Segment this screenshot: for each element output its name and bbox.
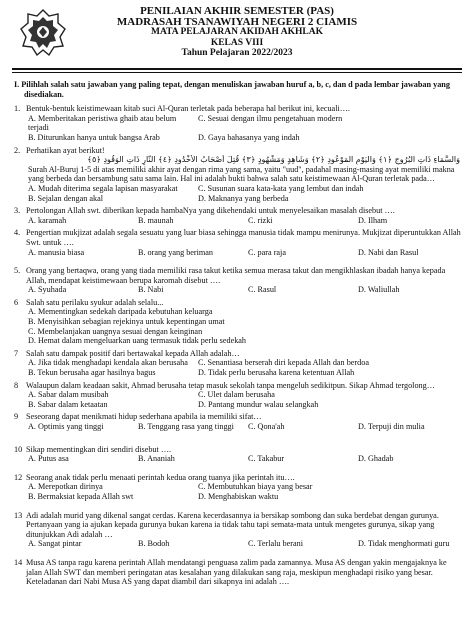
question-5: 5. Orang yang bertaqwa, orang yang tiada memiliki rasa takut ketika semua merasa takut dan mengikhlaskan ibadah hanya kepada Allah, mendapat keistimewaan berupa karomah disebut …. <box>14 266 446 285</box>
option-b: B. maunah <box>138 215 174 225</box>
option-a: A. Memberitakan peristiwa ghaib atau belum terjadi <box>28 113 177 133</box>
option-c: C. Qona'ah <box>248 422 285 431</box>
class-name: KELAS VIII <box>210 37 264 48</box>
option-d: D. Tidak menghormati guru <box>358 539 450 549</box>
option-d: D. Tidak perlu berusaha karena ketentuan Allah <box>198 368 355 378</box>
exam-title: PENILAIAN AKHIR SEMESTER (PAS) <box>140 5 334 17</box>
option-c: C. Ulet dalam berusaha <box>198 390 275 400</box>
option-c: C. Terlalu berani <box>248 539 303 549</box>
option-b: B. Menyisihkan sebagian rejekinya untuk kepentingan umat <box>28 317 225 327</box>
option-a: A. Mementingkan sedekah daripada kebutuhan keluarga <box>28 307 213 317</box>
option-d: D. Ghadab <box>358 454 394 464</box>
option-b: B. Tekun berusaha agar hasilnya bagus <box>28 368 156 378</box>
options-12 <box>14 482 462 501</box>
option-d: D. Pantang mundur walau selangkah <box>198 399 319 409</box>
options-9 <box>14 422 462 432</box>
option-b: B. Bermaksiat kepada Allah swt <box>28 491 134 501</box>
options-10 <box>14 454 462 464</box>
question-7: 7 Salah satu dampak positif dari bertawakal kepada Allah adalah… <box>14 348 240 358</box>
option-c: C. Takabur <box>248 454 285 464</box>
option-d: D. Ilham <box>358 215 388 225</box>
question-14: 14 Musa AS tanpa ragu karena perintah Allah mendatangi penguasa zalim pada zamannya. Musa AS dengan yakin mengajaknya ke jalan Allah SWT dan memberi peringatan atas kesalahan yang dilakukan sang raja, meskipun menghadapi risiko yang besar. Keteladanan dari Nabi Musa AS yang dapat diambil dari sikapnya ini adalah …. <box>14 557 447 587</box>
option-c: C. Sesuai dengan ilmu pengetahuan modern <box>198 113 343 123</box>
arabic-verse: وَالسَّمَاءِ ذَاتِ الْبُرُوجِ ﴿١﴾ وَالْيَوْمِ الْمَوْعُودِ ﴿٢﴾ وَشَاهِدٍ وَمَشْهُودٍ ﴿٣﴾ قُتِلَ أَصْحَابُ الْأُخْدُودِ ﴿٤﴾ النَّارِ ذَاتِ الْوَقُودِ ﴿٥﴾ <box>87 155 460 165</box>
academic-year: Tahun Pelajaran 2022/2023 <box>181 48 293 58</box>
question-2-passage: Surah Al-Buruj 1-5 di atas memiliki akhir ayat dengan rima yang sama, yaitu "uud", padahal masing-masing ayat memiliki makna yang berbeda dan bersambung satu sama lain. Hal ini adalah bukti bahwa salah satu keistimewaan Al-Quran terletak pada… <box>28 164 455 184</box>
option-d: D. Gaya bahasanya yang indah <box>198 132 300 142</box>
option-d: D. Nabi dan Rasul <box>358 247 419 257</box>
option-c: C. Membelanjakan uangnya sesuai dengan keinginan <box>28 326 203 336</box>
options-13 <box>14 539 462 549</box>
question-6: 6 Salah satu perilaku syukur adalah selalu... <box>14 297 164 307</box>
option-c: C. para raja <box>248 247 286 257</box>
options-8 <box>14 390 462 409</box>
question-list <box>14 80 462 587</box>
question-9: 9 Seseorang dapat menikmati hidup sederhana apabila ia memiliki sifat… <box>14 412 262 422</box>
option-d: D. Maknanya yang berbeda <box>198 193 289 203</box>
school-name: MADRASAH TSANAWIYAH NEGERI 2 CIAMIS <box>116 15 358 28</box>
option-d: D. Waliullah <box>358 285 400 295</box>
option-b: B. Ananiah <box>138 454 175 464</box>
option-a: A. Optimis yang tinggi <box>28 422 104 431</box>
option-a: A. Syuhada <box>28 285 67 295</box>
header-divider-thin <box>12 72 462 73</box>
option-b: B. orang yang beriman <box>138 247 214 257</box>
question-12: 12 Seorang anak tidak perlu menaati perintah kedua orang tuanya jika perintah itu…. <box>14 472 295 482</box>
option-a: A. Mudah diterima segala lapisan masyarakat <box>28 183 178 193</box>
option-a: A. Sabar dalam musibah <box>28 390 109 400</box>
option-c: C. Rasul <box>248 285 277 295</box>
option-b: B. Bodoh <box>138 539 170 549</box>
question-1: 1. Bentuk-bentuk keistimewaan kitab suci Al-Quran terletak pada beberapa hal berikut ini, kecuali…. <box>14 104 350 114</box>
question-13: 13 Adi adalah murid yang dikenal sangat cerdas. Karena kecerdasannya ia bersikap sombong dan suka berdebat dengan gurunya. Pertanyaan yang ia ajukan kepada gurunya bukan karena ia tidak tahu tapi semata-mata untuk mengetes gurunya, sikap yang ditunjukkan Adi adalah … <box>14 510 439 539</box>
option-d: D. Terpuji din mulia <box>358 422 425 431</box>
option-b: B. Nabi <box>138 285 164 295</box>
option-a: A. Jika tidak menghadapi kendala akan berusaha <box>28 358 188 368</box>
question-4: 4. Pengertian mukjizat adalah segala sesuatu yang luar biasa sehingga manusia tidak mampu menirunya. Mukjizat diperuntukkan Allah Swt. untuk …. <box>14 228 461 247</box>
option-d: D. Hemat dalam mengeluarkan uang termasuk tidak perlu sedekah <box>28 336 247 346</box>
option-b: B. Tenggang rasa yang tinggi <box>138 422 234 431</box>
option-a: A. Putus asa <box>28 454 69 464</box>
question-2: 2. Perhatikan ayat berikut! <box>14 145 105 155</box>
option-c: C. Membutuhkan biaya yang besar <box>198 482 313 492</box>
option-a: A. karamah <box>28 215 67 225</box>
options-6 <box>14 307 462 345</box>
options-1 <box>14 114 462 143</box>
options-5 <box>14 285 462 295</box>
options-7 <box>14 358 462 377</box>
subject-name: MATA PELAJARAN AKIDAH AKHLAK <box>151 27 323 37</box>
question-10: 10 Sikap mementingkan diri sendiri disebut …. <box>14 444 172 454</box>
option-d: D. Menghabiskan waktu <box>198 491 279 501</box>
option-c: C. rizki <box>248 215 273 225</box>
options-2 <box>14 184 462 203</box>
instruction: I. Pilihlah salah satu jawaban yang paling tepat, dengan menuliskan jawaban huruf a, b, c, dan d pada lembar jawaban yang disediakan. <box>14 80 450 99</box>
options-4 <box>14 248 462 258</box>
option-b: B. Diturunkan hanya untuk bangsa Arab <box>28 132 160 142</box>
option-c: C. Senantiasa berserah diri kepada Allah dan berdoa <box>198 358 369 368</box>
option-c: C. Susunan suara kata-kata yang lembut dan indah <box>198 183 364 193</box>
header-divider <box>12 68 462 70</box>
option-b: B. Sejalan dengan akal <box>28 193 104 203</box>
options-3 <box>14 216 462 226</box>
option-a: A. manusia biasa <box>28 247 85 257</box>
option-a: A. Merepotkan dirinya <box>28 482 103 492</box>
question-8: 8 Walaupun dalam keadaan sakit, Ahmad berusaha tetap masuk sekolah tanpa mengeluh sedikitpun. Sikap Ahmad tergolong… <box>14 380 435 390</box>
option-a: A. Sangat pintar <box>28 539 82 549</box>
question-3: 3. Pertolongan Allah swt. diberikan kepada hambaNya yang dikehendaki untuk menyelesaikan masalah disebut …. <box>14 206 395 216</box>
exam-header <box>0 6 474 59</box>
option-b: B. Sabar dalam ketaatan <box>28 399 108 409</box>
